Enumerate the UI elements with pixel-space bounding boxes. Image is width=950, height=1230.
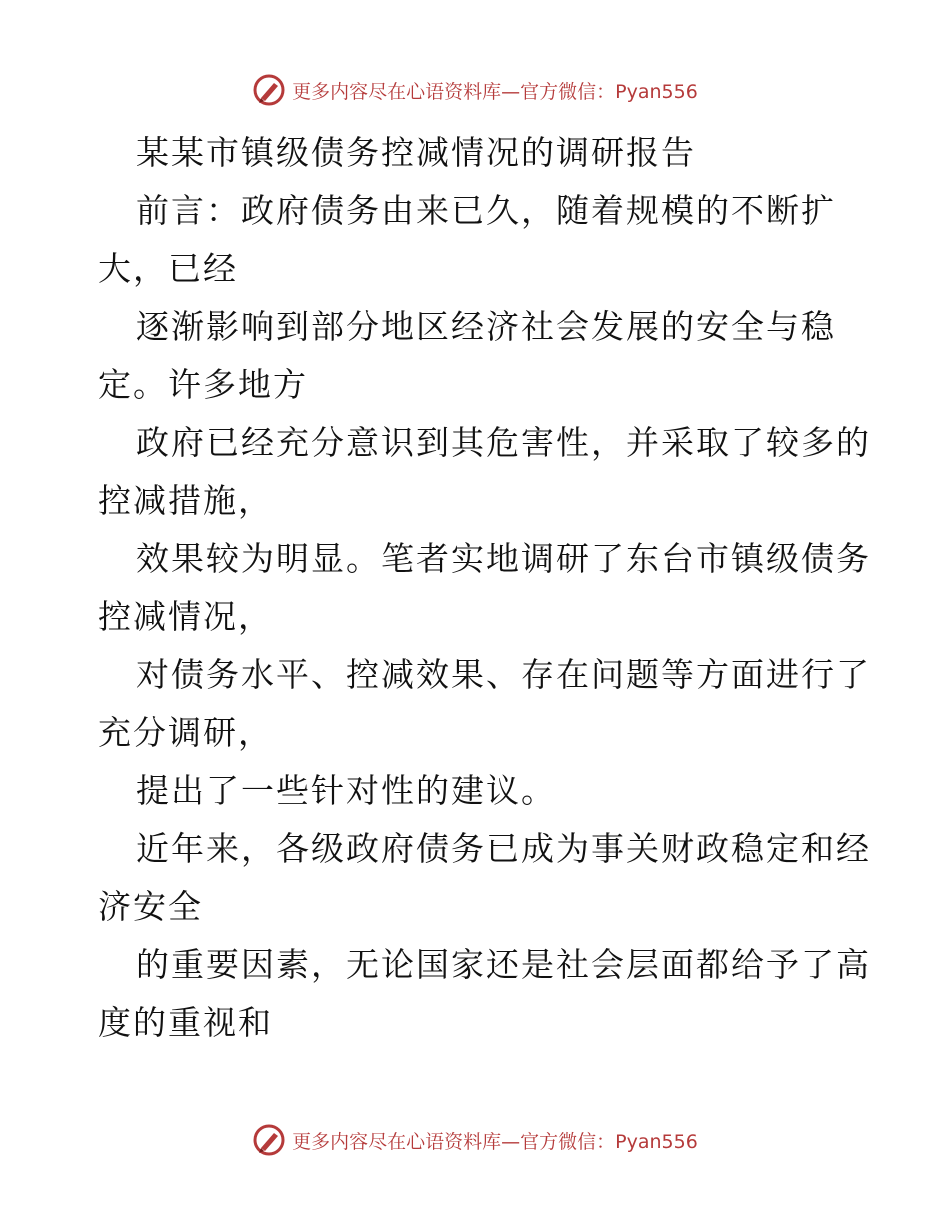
paragraph-line: 政府已经充分意识到其危害性，并采取了较多的 — [136, 423, 871, 462]
paragraph-line: 济安全 — [98, 887, 203, 926]
paragraph-line: 控减情况， — [98, 597, 273, 636]
header-banner-inner — [252, 73, 698, 107]
paragraph-line: 近年来，各级政府债务已成为事关财政稳定和经 — [136, 829, 871, 868]
paragraph-line: 度的重视和 — [98, 1003, 273, 1042]
pen-logo-icon — [252, 1123, 286, 1157]
paragraph-line: 定。许多地方 — [98, 365, 308, 404]
paragraph-line: 控减措施， — [98, 481, 273, 520]
document-body — [98, 124, 871, 1052]
footer-banner-text: 更多内容尽在心语资料库—官方微信：Pyan556 — [292, 1130, 698, 1153]
paragraph-line: 逐渐影响到部分地区经济社会发展的安全与稳 — [136, 307, 836, 346]
paragraph-line: 充分调研， — [98, 713, 273, 752]
paragraph-line: 提出了一些针对性的建议。 — [136, 771, 556, 810]
paragraph-line: 前言：政府债务由来已久，随着规模的不断扩 — [136, 191, 836, 230]
paragraph-line: 大，已经 — [98, 249, 238, 288]
paragraph-line: 对债务水平、控减效果、存在问题等方面进行了 — [136, 655, 871, 694]
pen-logo-icon — [252, 73, 286, 107]
paragraph-line: 的重要因素，无论国家还是社会层面都给予了高 — [136, 945, 871, 984]
footer-banner — [0, 1120, 950, 1160]
paragraph-line: 效果较为明显。笔者实地调研了东台市镇级债务 — [136, 539, 871, 578]
document-title: 某某市镇级债务控减情况的调研报告 — [136, 133, 696, 172]
footer-banner-inner — [252, 1123, 698, 1157]
header-banner — [0, 70, 950, 110]
header-banner-text: 更多内容尽在心语资料库—官方微信：Pyan556 — [292, 80, 698, 103]
